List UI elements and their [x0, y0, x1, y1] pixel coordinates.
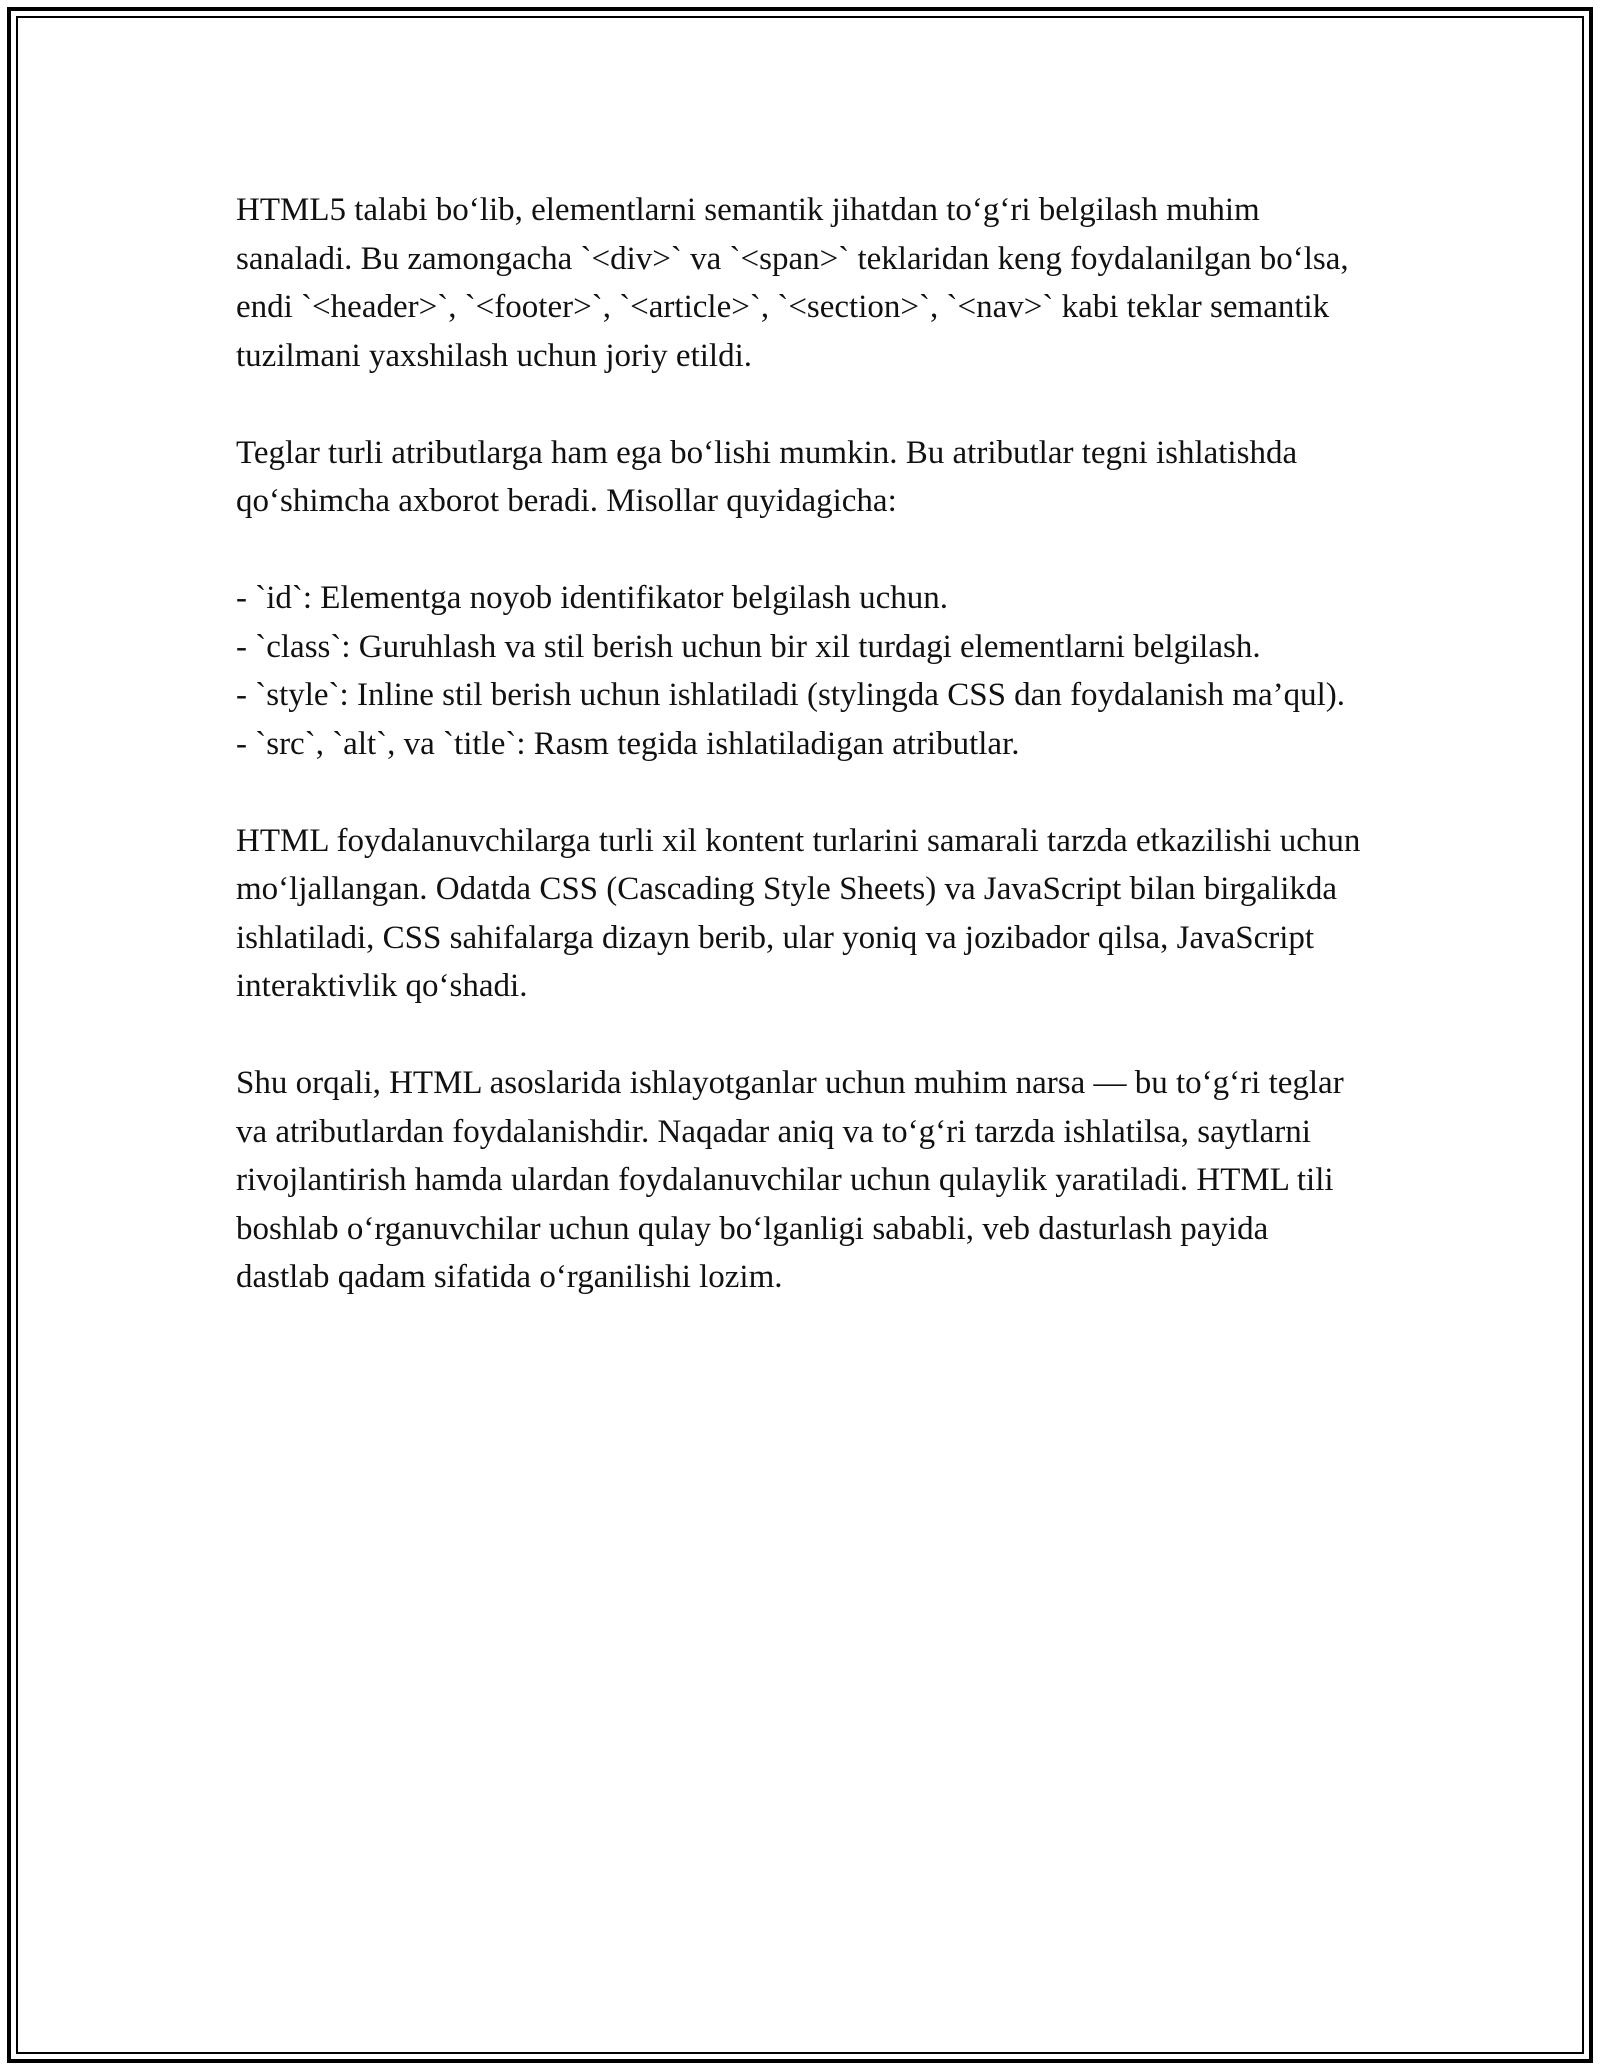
paragraph-conclusion: Shu orqali, HTML asoslarida ishlayotganlar uchun muhim narsa — bu to‘g‘ri teglar va atributlardan foydalanishdir. Naqadar aniq va to‘g‘ri tarzda ishlatilsa, saytlarni rivojlantirish hamda ulardan foydalanuvchilar uchun qulaylik yaratiladi. HTML tili boshlab o‘rganuvchilar uchun qulay bo‘lganligi sababli, veb dasturlash payida dastlab qadam sifatida o‘rganilishi lozim. — [236, 1065, 1344, 1295]
paragraph-attributes-intro: Teglar turli atributlarga ham ega bo‘lishi mumkin. Bu atributlar tegni ishlatishda qo‘shimcha axborot beradi. Misollar quyidagicha: — [236, 434, 1298, 519]
list-item: - `src`, `alt`, va `title`: Rasm tegida ishlatiladigan atributlar. — [236, 725, 1020, 762]
list-item: - `id`: Elementga noyob identifikator belgilash uchun. — [236, 580, 949, 616]
list-item: - `class`: Guruhlash va stil berish uchun bir xil turdagi elementlarni belgilash. — [236, 628, 1261, 665]
paragraph-semantic-tags: HTML5 talabi bo‘lib, elementlarni semantik jihatdan to‘g‘ri belgilash muhim sanaladi. Bu zamongacha `<div>` va `<span>` teklaridan keng foydalanilgan bo‘lsa, endi `<header>`, `<footer>`, `<article>`, `<section>`, `<nav>` kabi teklar semantik tuzilmani yaxshilash uchun joriy etildi. — [236, 192, 1349, 374]
attribute-list — [236, 574, 1366, 768]
document-body — [236, 186, 1366, 1350]
paragraph-html-css-js: HTML foydalanuvchilarga turli xil kontent turlarini samarali tarzda etkazilishi uchun mo‘ljallangan. Odatda CSS (Cascading Style Sheets) va JavaScript bilan birgalikda ishlatiladi, CSS sahifalarga dizayn berib, ular yoniq va jozibador qilsa, JavaScript interaktivlik qo‘shadi. — [236, 822, 1361, 1004]
list-item: - `style`: Inline stil berish uchun ishlatiladi (stylingda CSS dan foydalanish ma’qul). — [236, 677, 1345, 713]
